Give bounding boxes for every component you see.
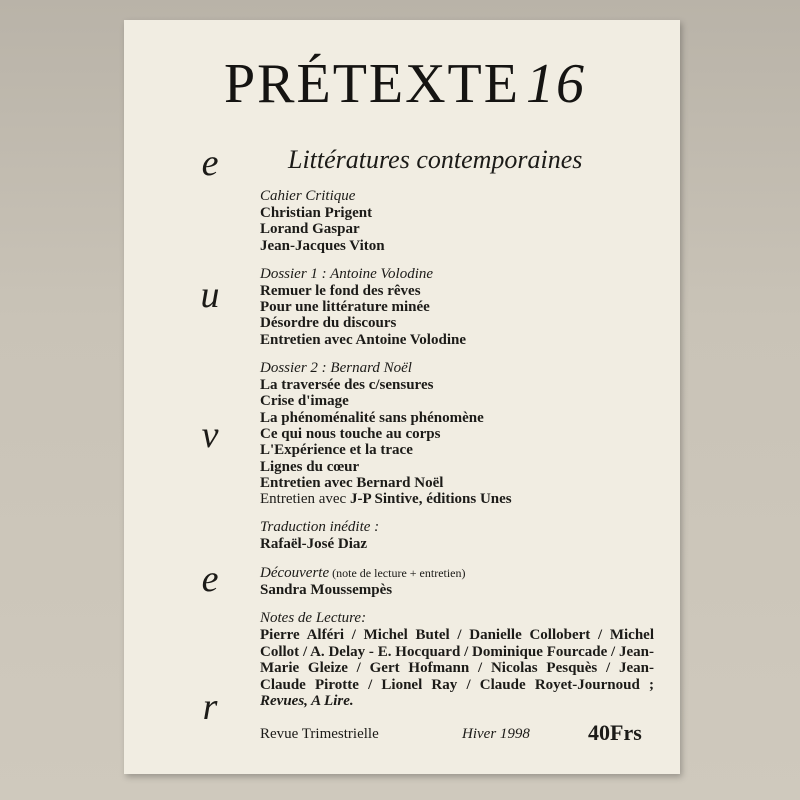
section-heading: [260, 565, 670, 582]
toc-item: Entretien avec Bernard Noël: [260, 474, 444, 491]
toc-item: L'Expérience et la trace: [260, 442, 413, 459]
toc-item-plain: Entretien avec: [260, 491, 350, 508]
section-heading: Cahier Critique: [260, 188, 356, 204]
toc-item: Jean-Jacques Viton: [260, 237, 385, 254]
section-heading: Traduction inédite :: [260, 519, 380, 536]
toc-item: Lorand Gaspar: [260, 221, 360, 238]
section-dossier-2: [260, 360, 670, 507]
toc-item: Pour une littérature minée: [260, 299, 430, 316]
notes-tail: Revues, A Lire.: [260, 693, 354, 710]
toc-item: Ce qui nous touche au corps: [260, 425, 441, 442]
section-cahier-critique: [260, 188, 670, 254]
vertical-letter: e: [201, 142, 219, 184]
periodicity-label: Revue Trimestrielle: [260, 726, 379, 742]
vertical-letter: r: [202, 686, 218, 728]
toc-item: La phénoménalité sans phénomène: [260, 409, 484, 426]
section-heading: Notes de Lecture:: [260, 610, 367, 627]
section-dossier-1: [260, 266, 670, 348]
section-traduction: [260, 519, 670, 552]
vertical-letter: u: [200, 274, 220, 316]
section-notes-de-lecture: [260, 610, 670, 710]
toc-item: Lignes du cœur: [260, 458, 360, 475]
notes-names: Pierre Alféri / Michel Butel / Danielle Collobert / Michel Collot / A. Delay - E. Hocquard / Dominique Fourcade / Jean-Marie Gleize / Gert Hofmann / Nicolas Pesquès / Jean-Claude Pirotte / Lionel Ray / Claude Royet-Journoud ;: [260, 627, 654, 693]
notes-list: [260, 627, 654, 710]
toc-item: Sandra Moussempès: [260, 581, 393, 598]
season-label: Hiver 1998: [462, 726, 530, 742]
section-heading: Dossier 1 : Antoine Volodine: [260, 265, 434, 282]
toc-item: Crise d'image: [260, 393, 349, 410]
toc-item: Rafaël-José Diaz: [260, 536, 368, 553]
price-label: 40Frs: [588, 720, 642, 745]
table-of-contents: [260, 188, 670, 722]
toc-item: Remuer le fond des rêves: [260, 282, 421, 299]
toc-item: La traversée des c/sensures: [260, 377, 434, 394]
toc-item: [260, 491, 670, 507]
toc-item: Entretien avec Antoine Volodine: [260, 331, 466, 348]
section-heading: Dossier 2 : Bernard Noël: [260, 360, 412, 377]
issue-number: 16: [525, 53, 586, 115]
section-decouverte: [260, 565, 670, 598]
toc-item: Christian Prigent: [260, 205, 373, 221]
toc-item-bold: J-P Sintive, éditions Unes: [349, 491, 512, 508]
title-text: PRÉTEXTE: [224, 53, 520, 115]
magazine-subtitle: Littératures contemporaines: [288, 145, 583, 174]
section-heading-note: (note de lecture + entretien): [329, 565, 466, 580]
magazine-cover: [124, 20, 680, 774]
vertical-letter: e: [201, 558, 219, 600]
section-heading-text: Découverte: [260, 564, 330, 581]
magazine-title: [224, 53, 586, 115]
toc-item: Désordre du discours: [260, 315, 397, 332]
vertical-letter: v: [201, 414, 219, 456]
